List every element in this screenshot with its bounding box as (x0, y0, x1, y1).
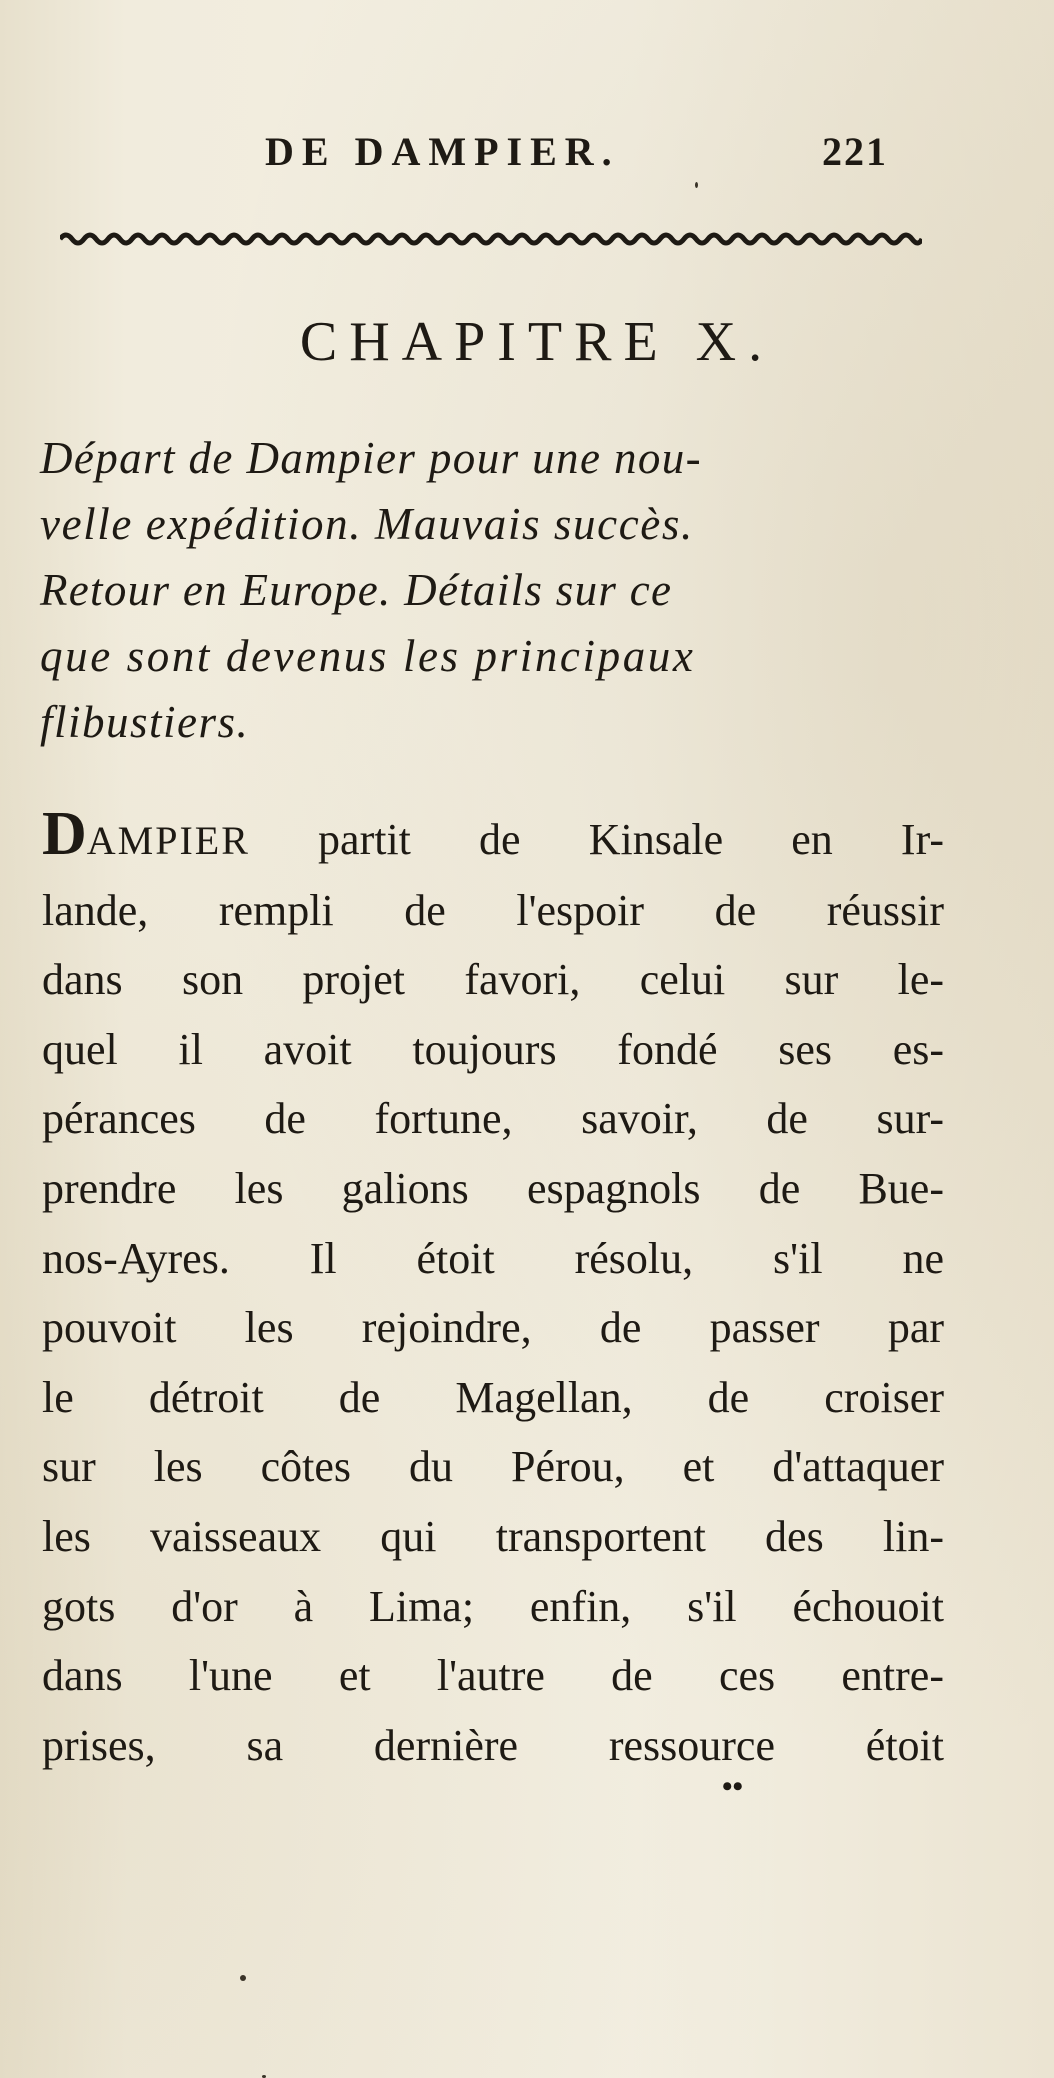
body-line: prendre les galions espagnols de Bue- (42, 1163, 944, 1213)
summary-line: Retour en Europe. Détails sur ce (40, 565, 673, 615)
body-line: prises, sa dernière ressource étoit (42, 1720, 944, 1770)
summary-line: que sont devenus les principaux (40, 631, 696, 681)
body-line: lande, rempli de l'espoir de réussir (42, 885, 944, 935)
ink-speck (695, 182, 698, 188)
body-line: dans l'une et l'autre de ces entre- (42, 1651, 944, 1701)
body-line: le détroit de Magellan, de croiser (42, 1372, 944, 1422)
body-line: gots d'or à Lima; enfin, s'il échouoit (42, 1581, 944, 1631)
body-line: pouvoit les rejoindre, de passer par (42, 1303, 944, 1353)
first-word-smallcaps: AMPIER (86, 818, 250, 863)
first-line-text: partit de Kinsale en Ir- (249, 815, 944, 864)
summary-line: flibustiers. (40, 697, 250, 747)
body-line: les vaisseaux qui transportent des lin- (42, 1511, 944, 1561)
summary-line: Départ de Dampier pour une nou- (40, 433, 703, 483)
body-line: nos-Ayres. Il étoit résolu, s'il ne (42, 1233, 944, 1283)
chapter-summary (40, 425, 930, 755)
body-line: dans son projet favori, celui sur le- (42, 955, 944, 1005)
body-line: pérances de fortune, savoir, de sur- (42, 1094, 944, 1144)
wavy-rule-ornament (60, 228, 922, 250)
ink-speck (240, 1975, 246, 1981)
body-line: quel il avoit toujours fondé ses es- (42, 1024, 944, 1074)
body-line: sur les côtes du Pérou, et d'attaquer (42, 1442, 944, 1492)
body-text (42, 800, 942, 1780)
body-line-first (42, 800, 944, 876)
page-header (0, 128, 1054, 188)
summary-line: velle expédition. Mauvais succès. (40, 499, 694, 549)
drop-cap: D (42, 800, 87, 868)
chapter-title: CHAPITRE X. (299, 311, 775, 373)
running-head: DE DAMPIER. (265, 129, 620, 174)
page-number: 221 (822, 129, 888, 174)
catchword: •• (722, 1770, 744, 1803)
